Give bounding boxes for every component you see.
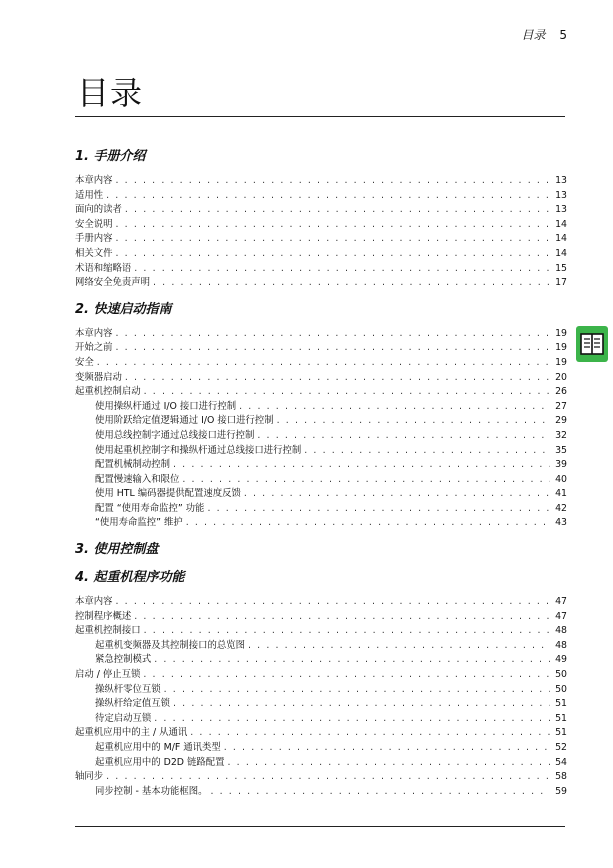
dot-leader — [116, 327, 550, 342]
toc-entry-label: 起重机应用中的主 / 从通讯 — [75, 727, 188, 739]
dot-leader — [144, 624, 550, 639]
dot-leader — [116, 232, 550, 247]
toc-entry[interactable] — [75, 653, 567, 668]
dot-leader — [224, 741, 550, 756]
dot-leader — [277, 414, 550, 429]
dot-leader — [134, 262, 550, 277]
toc-entry-label: 开始之前 — [75, 342, 113, 354]
toc-entry-page: 51 — [555, 727, 567, 739]
toc-entry-page: 29 — [555, 415, 567, 427]
toc-entry[interactable] — [75, 712, 567, 727]
toc-entry[interactable] — [75, 741, 567, 756]
toc-entry[interactable] — [75, 385, 567, 400]
toc-entry[interactable] — [75, 624, 567, 639]
toc-entry[interactable] — [75, 429, 567, 444]
dot-leader — [144, 385, 550, 400]
toc-entry-page: 49 — [555, 654, 567, 666]
toc-entry[interactable] — [75, 487, 567, 502]
toc-entry-label: 安全说明 — [75, 218, 113, 230]
toc-entry[interactable] — [75, 327, 567, 342]
toc-entry[interactable] — [75, 726, 567, 741]
toc-entry-page: 59 — [555, 785, 567, 797]
dot-leader — [304, 444, 550, 459]
toc-entry-label: 起重机应用中的 M/F 通讯类型 — [95, 742, 221, 753]
dot-leader — [116, 247, 550, 262]
toc-entry-page: 42 — [555, 502, 567, 514]
toc-entry[interactable] — [75, 203, 567, 218]
page-title: 目录 — [77, 74, 144, 112]
toc-entry[interactable] — [75, 218, 567, 233]
dot-leader — [106, 189, 550, 204]
toc-entry[interactable] — [75, 610, 567, 625]
dot-leader — [186, 516, 550, 531]
toc-entry-label: 使用 HTL 编码器提供配置速度反馈 — [95, 488, 241, 500]
toc-entry-page: 26 — [555, 386, 567, 398]
section-title[interactable]: 2. 快速启动指南 — [75, 301, 172, 317]
toc-entry-page: 19 — [555, 356, 567, 368]
toc-entry-page: 32 — [555, 429, 567, 441]
toc-entry-label: 面向的读者 — [75, 204, 122, 216]
toc-entry-page: 15 — [555, 262, 567, 274]
toc-entry-page: 19 — [555, 327, 567, 339]
toc-entry-label: 轴同步 — [75, 771, 104, 783]
toc-section — [75, 301, 567, 531]
toc-entry[interactable] — [75, 785, 567, 800]
toc-entry[interactable] — [75, 444, 567, 459]
toc-entry[interactable] — [75, 770, 567, 785]
toc-entry-page: 14 — [555, 218, 567, 230]
dot-leader — [97, 356, 550, 371]
toc-entry[interactable] — [75, 639, 567, 654]
toc-entry-label: 起重机应用中的 D2D 链路配置 — [95, 756, 225, 768]
dot-leader — [116, 218, 550, 233]
toc-entry-page: 40 — [555, 473, 567, 485]
toc-entry[interactable] — [75, 414, 567, 429]
toc-entry[interactable] — [75, 232, 567, 247]
toc-entry-label: 本章内容 — [75, 596, 113, 608]
dot-leader — [210, 785, 550, 800]
toc-entry-label: 紧急控制模式 — [95, 654, 152, 666]
toc-entry[interactable] — [75, 756, 567, 771]
toc-entry-label: 使用总线控制字通过总线接口进行控制 — [95, 429, 255, 441]
toc-entry-label: 配置机械制动控制 — [95, 459, 171, 471]
toc-entry-label: “使用寿命监控” 维护 — [95, 517, 183, 529]
toc-entry-label: 手册内容 — [75, 233, 113, 245]
toc-entry-page: 13 — [555, 175, 567, 186]
dot-leader — [244, 487, 550, 502]
toc-entry[interactable] — [75, 683, 567, 698]
header-title: 目录 — [521, 28, 546, 42]
toc-entry-label: 变频器启动 — [75, 371, 122, 383]
toc-entry[interactable] — [75, 473, 567, 488]
dot-leader — [125, 371, 550, 386]
toc-entry-page: 35 — [555, 444, 567, 456]
toc-entry-label: 配置 “使用寿命监控” 功能 — [95, 502, 205, 514]
toc-entry-label: 起重机控制接口 — [75, 625, 141, 637]
toc-entry[interactable] — [75, 458, 567, 473]
toc-entry-label: 起重机变频器及其控制接口的总览图 — [95, 639, 246, 651]
toc-section — [75, 541, 567, 559]
dot-leader — [143, 668, 550, 683]
toc-entry-label: 相关文件 — [75, 247, 113, 259]
dot-leader — [116, 174, 550, 189]
dot-leader — [164, 683, 550, 698]
toc-entry-page: 39 — [555, 459, 567, 471]
section-title[interactable]: 4. 起重机程序功能 — [75, 570, 185, 586]
toc-entry[interactable] — [75, 595, 567, 610]
toc-entry-page: 20 — [555, 371, 567, 383]
toc-entry-page: 54 — [555, 756, 567, 768]
toc-entry-page: 13 — [555, 204, 567, 216]
running-header — [522, 26, 567, 43]
toc-entry-label: 操纵杆零位互锁 — [95, 683, 161, 695]
dot-leader — [228, 756, 551, 771]
section-title[interactable]: 1. 手册介绍 — [75, 149, 146, 164]
toc-entry-label: 配置慢速输入和限位 — [95, 473, 180, 485]
footer-rule — [75, 826, 565, 827]
toc-entry-page: 17 — [555, 277, 567, 289]
toc-entry[interactable] — [75, 341, 567, 356]
toc-entry-page: 52 — [555, 742, 567, 753]
toc-entry-label: 适用性 — [75, 189, 104, 201]
dot-leader — [207, 502, 550, 517]
dot-leader — [106, 770, 550, 785]
toc-entry-page: 51 — [555, 712, 567, 724]
toc-entry-page: 19 — [555, 342, 567, 354]
toc-entry[interactable] — [75, 174, 567, 189]
book-icon — [580, 333, 604, 355]
toc-entry-page: 48 — [555, 639, 567, 651]
toc-entry-label: 操纵杆给定值互锁 — [95, 698, 171, 710]
toc-entry-label: 启动 / 停止互锁 — [75, 669, 141, 681]
page-number: 5 — [559, 28, 567, 42]
toc-entry-page: 50 — [555, 683, 567, 695]
toc-entry-label: 待定启动互锁 — [95, 712, 152, 724]
dot-leader — [153, 276, 550, 291]
toc-entry-page: 51 — [555, 698, 567, 710]
toc-entry[interactable] — [75, 276, 567, 291]
dot-leader — [182, 473, 550, 488]
toc-entry-label: 本章内容 — [75, 327, 113, 339]
toc-entry-page: 14 — [555, 233, 567, 245]
dot-leader — [190, 726, 550, 741]
toc-entry-label: 安全 — [75, 356, 94, 368]
table-of-contents — [75, 148, 567, 809]
toc-entry-label: 控制程序概述 — [75, 610, 132, 622]
dot-leader — [134, 610, 550, 625]
title-rule — [75, 116, 565, 117]
toc-entry-label: 同步控制 - 基本功能框图。 — [95, 785, 208, 797]
dot-leader — [173, 697, 550, 712]
toc-entry[interactable] — [75, 668, 567, 683]
dot-leader — [154, 653, 550, 668]
dot-leader — [154, 712, 550, 727]
toc-entry-page: 58 — [555, 771, 567, 783]
toc-entry[interactable] — [75, 262, 567, 277]
toc-entry-page: 43 — [555, 517, 567, 529]
toc-entry-label: 网络安全免责声明 — [75, 277, 151, 289]
toc-entry[interactable] — [75, 189, 567, 204]
toc-section — [75, 569, 567, 799]
side-tab — [576, 326, 608, 362]
dot-leader — [173, 458, 550, 473]
toc-entry-label: 术语和缩略语 — [75, 262, 132, 274]
dot-leader — [239, 400, 550, 415]
toc-entry-label: 使用阶跃给定值逻辑通过 I/O 接口进行控制 — [95, 415, 274, 427]
dot-leader — [116, 595, 550, 610]
toc-entry[interactable] — [75, 247, 567, 262]
toc-entry-label: 使用起重机控制字和操纵杆通过总线接口进行控制 — [95, 444, 302, 456]
toc-entry-label: 起重机控制启动 — [75, 386, 141, 398]
toc-entry[interactable] — [75, 356, 567, 371]
toc-entry-page: 41 — [555, 488, 567, 500]
toc-entry-page: 27 — [555, 400, 567, 412]
dot-leader — [257, 429, 550, 444]
toc-section — [75, 148, 567, 291]
toc-entry-page: 48 — [555, 625, 567, 637]
toc-entry-label: 使用操纵杆通过 I/O 接口进行控制 — [95, 400, 237, 412]
toc-entry-label: 本章内容 — [75, 175, 113, 186]
toc-entry[interactable] — [75, 516, 567, 531]
toc-entry[interactable] — [75, 502, 567, 517]
toc-entry[interactable] — [75, 371, 567, 386]
toc-entry-page: 47 — [555, 596, 567, 608]
toc-entry[interactable] — [75, 697, 567, 712]
toc-entry[interactable] — [75, 400, 567, 415]
toc-entry-page: 14 — [555, 247, 567, 259]
dot-leader — [116, 341, 550, 356]
toc-entry-page: 47 — [555, 610, 567, 622]
dot-leader — [125, 203, 550, 218]
dot-leader — [248, 639, 550, 654]
toc-entry-page: 50 — [555, 669, 567, 681]
section-title[interactable]: 3. 使用控制盘 — [75, 542, 159, 558]
toc-entry-page: 13 — [555, 189, 567, 201]
